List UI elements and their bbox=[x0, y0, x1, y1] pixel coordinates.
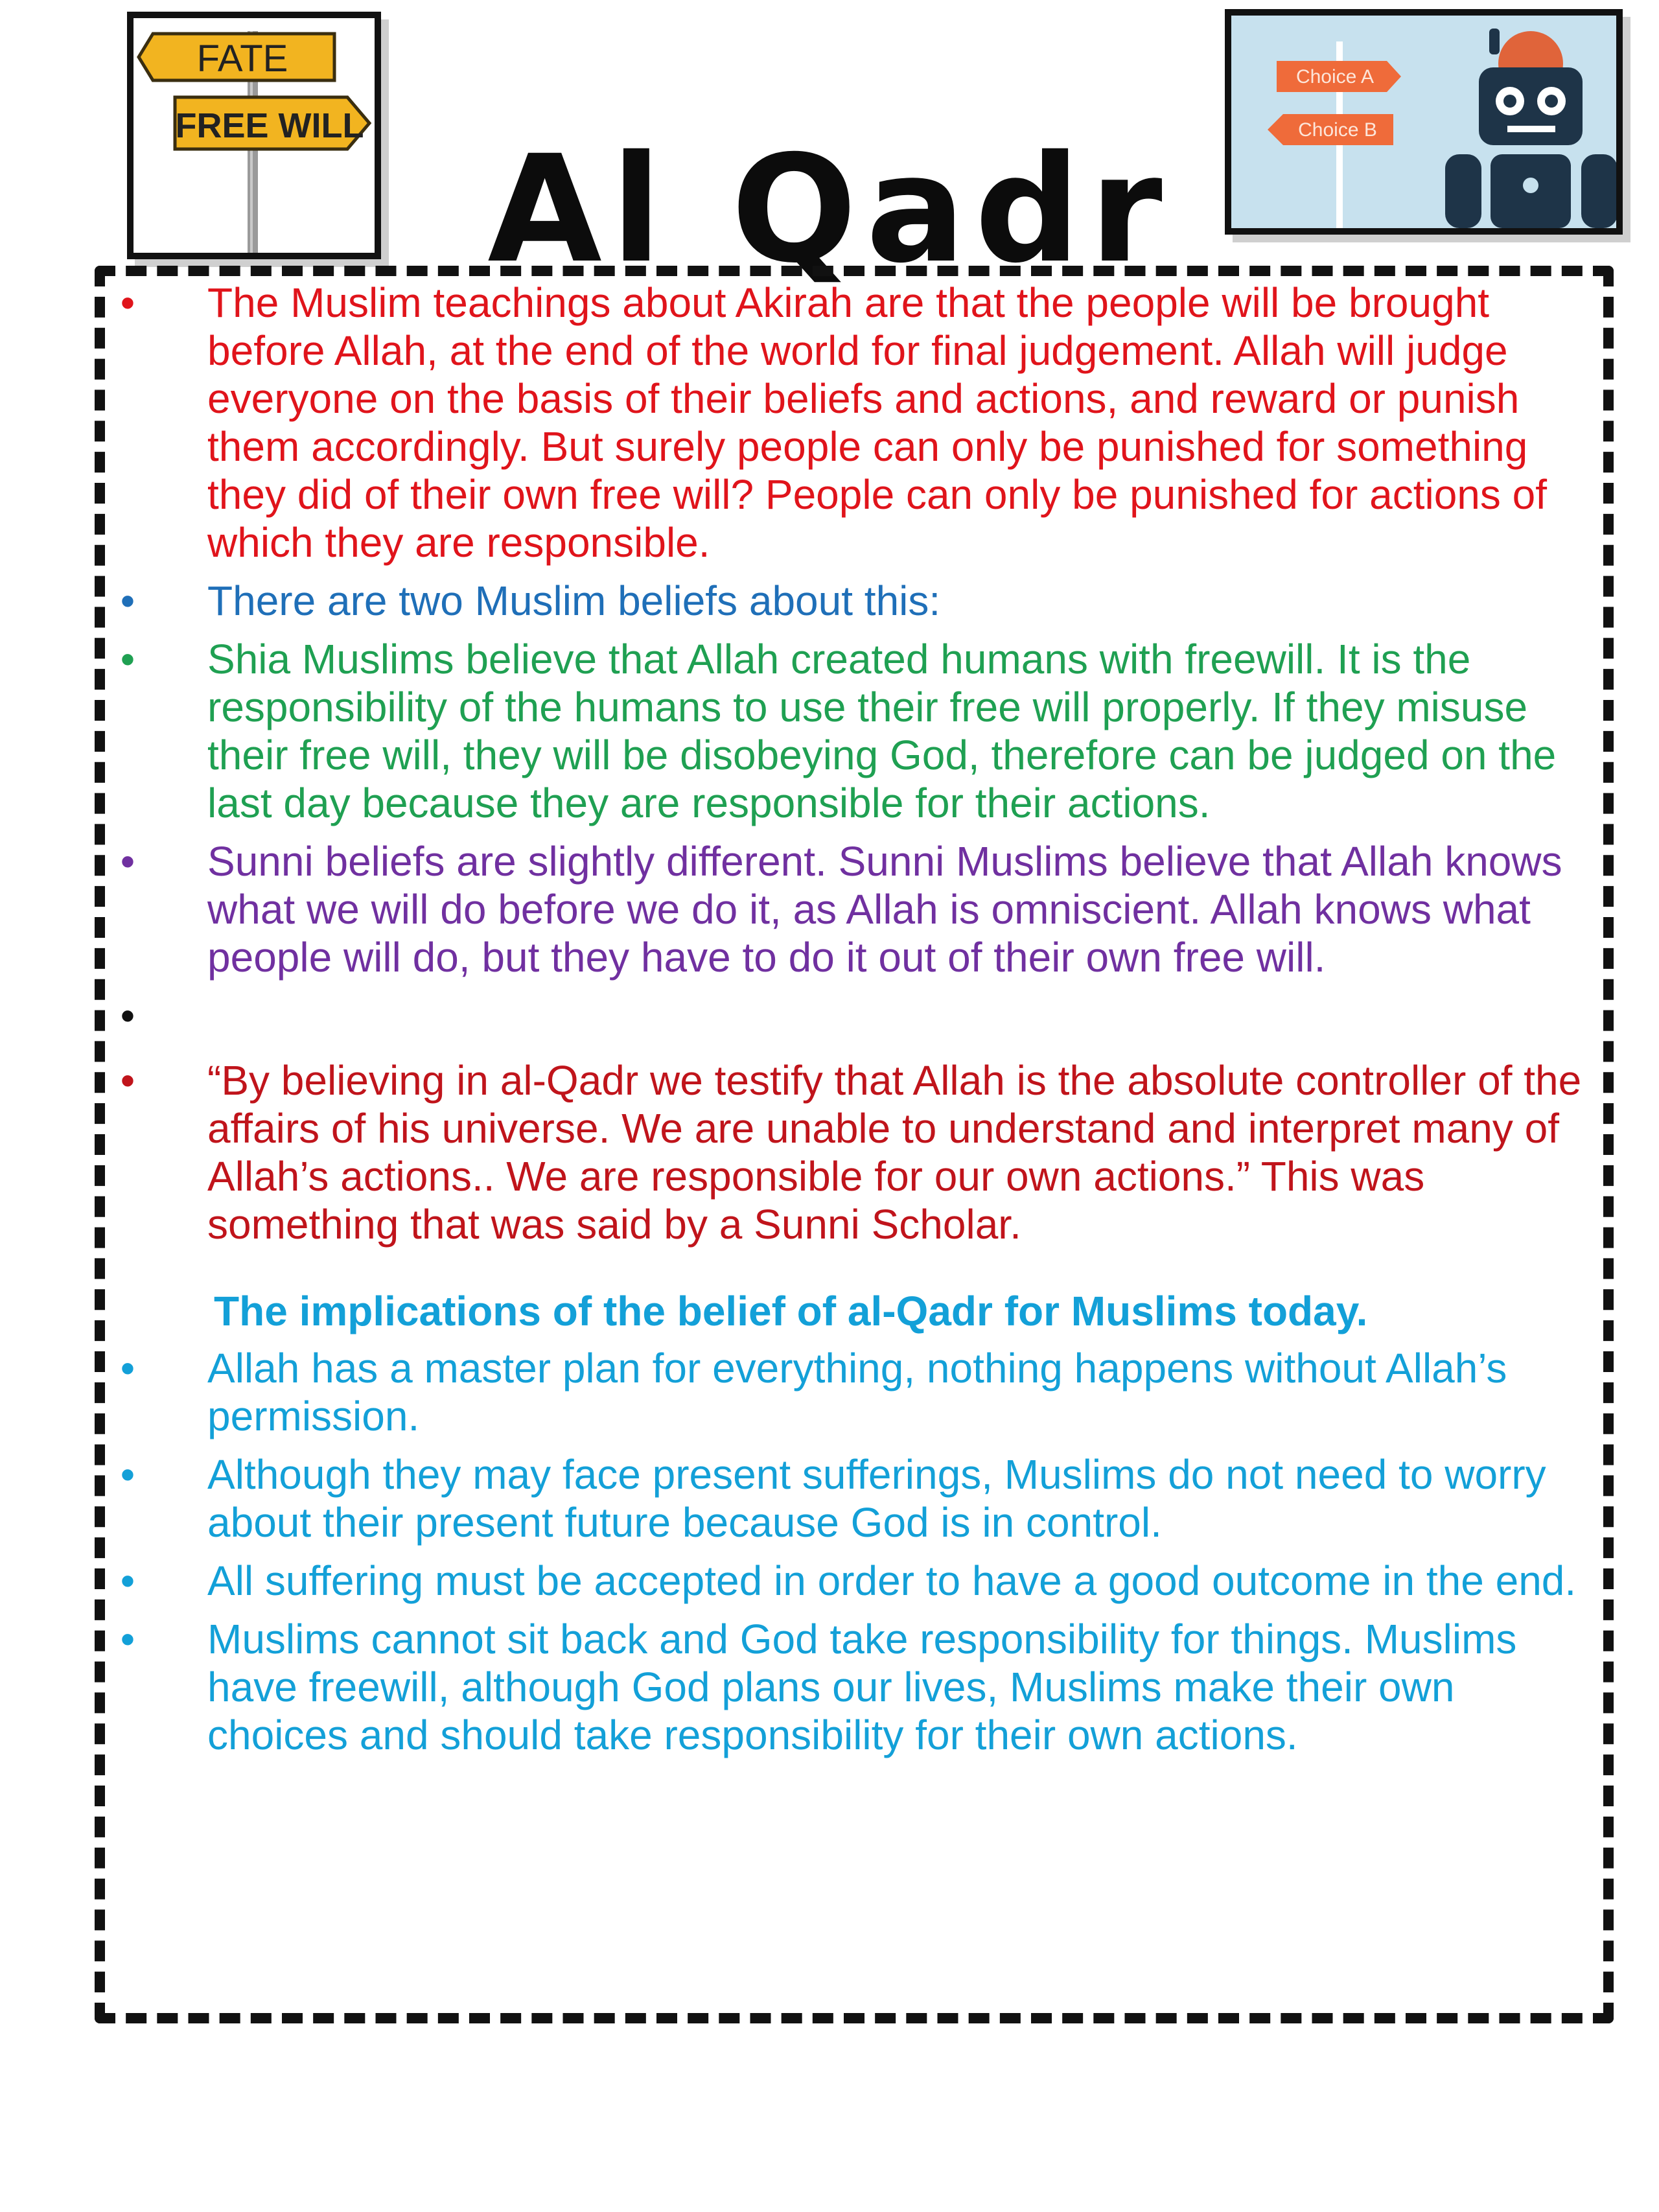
bullet-icon: • bbox=[120, 1057, 135, 1104]
list-item-master-plan bbox=[117, 1344, 1601, 1440]
item-text: Sunni beliefs are slightly different. Sunni Muslims believe that Allah knows what we will do before we do it, as Allah is omniscient. Allah knows what people will do, but they have to do it out of their own free will. bbox=[207, 838, 1562, 981]
bullet-icon: • bbox=[120, 1557, 135, 1604]
bullet-icon: • bbox=[120, 1451, 135, 1498]
robot-choice-image bbox=[1225, 9, 1623, 235]
list-item-responsibility bbox=[117, 1615, 1601, 1759]
bullet-icon: • bbox=[120, 1345, 135, 1391]
list-item-accept-suffering bbox=[117, 1557, 1601, 1605]
list-item-sufferings bbox=[117, 1450, 1601, 1546]
item-text: “By believing in al-Qadr we testify that Allah is the absolute controller of the affairs of his universe. We are unable to understand and interpret many of Allah’s actions.. We are responsible for our own actions.” This was something that was said by a Sunni Scholar. bbox=[207, 1057, 1582, 1248]
list-item-shia bbox=[117, 635, 1601, 827]
item-text: The Muslim teachings about Akirah are that the people will be brought before Allah, at the end of the world for final judgement. Allah will judge everyone on the basis of their beliefs and actions, and reward or punish them accordingly. But surely people can only be punished for something they did of their own free will? People can only be punished for actions of which they are responsible. bbox=[207, 279, 1548, 566]
bullet-icon: • bbox=[120, 279, 135, 326]
bullet-icon: • bbox=[120, 992, 135, 1039]
sign-free-will-label: FREE WILL bbox=[175, 106, 364, 145]
item-text: Although they may face present sufferings, Muslims do not need to worry about their present future because God is in control. bbox=[207, 1451, 1546, 1546]
list-item-akirah bbox=[117, 279, 1601, 566]
choice-a-label: Choice A bbox=[1295, 66, 1375, 87]
list-item-empty bbox=[117, 992, 1601, 1040]
choice-b-label: Choice B bbox=[1298, 119, 1377, 141]
item-text: Muslims cannot sit back and God take responsibility for things. Muslims have freewill, although God plans our lives, Muslims make their own choices and should take responsibility for their own actions. bbox=[207, 1616, 1517, 1758]
robot-illustration bbox=[1231, 16, 1616, 228]
list-item-two-beliefs bbox=[117, 577, 1601, 625]
list-item-quote bbox=[117, 1056, 1601, 1248]
content-list bbox=[117, 279, 1601, 1769]
implications-heading: The implications of the belief of al-Qadr for Muslims today. bbox=[214, 1288, 1368, 1334]
list-item-sunni bbox=[117, 837, 1601, 981]
sign-fate-label: FATE bbox=[196, 38, 288, 80]
item-text: Shia Muslims believe that Allah created humans with freewill. It is the responsibility of the humans to use their free will properly. If they misuse their free will, they will be disobeying God, therefore can be judged on the last day because they are responsible for their actions. bbox=[207, 636, 1557, 826]
bullet-icon: • bbox=[120, 1616, 135, 1662]
bullet-icon: • bbox=[120, 838, 135, 885]
bullet-icon: • bbox=[120, 636, 135, 682]
bullet-icon: • bbox=[120, 577, 135, 624]
page-title: Al Qadr bbox=[487, 122, 1172, 296]
item-text: All suffering must be accepted in order to have a good outcome in the end. bbox=[207, 1557, 1577, 1604]
item-text: There are two Muslim beliefs about this: bbox=[207, 577, 941, 624]
item-text: Allah has a master plan for everything, nothing happens without Allah’s permission. bbox=[207, 1345, 1507, 1439]
